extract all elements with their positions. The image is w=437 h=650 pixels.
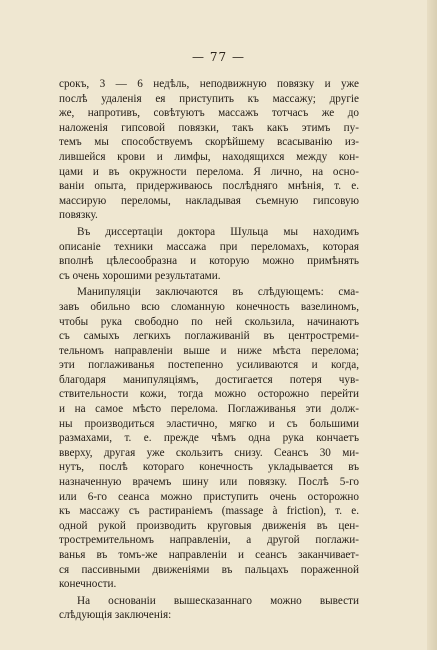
text-line: массирую переломы, накладывая съемную гипсовую <box>59 194 359 207</box>
text-line: вполнѣ цѣлесообразна и которую можно примѣнять <box>59 255 359 268</box>
text-line: нутъ, послѣ котораго конечность укладывается въ <box>59 461 359 474</box>
text-line: темъ мы способствуемъ скорѣйшему всасыванію из- <box>59 136 359 149</box>
text-line: ны производиться эластично, мягко и съ большими <box>59 417 359 430</box>
text-line: На основаніи вышесказаннаго можно вывести <box>77 594 359 607</box>
text-line: Въ диссертаціи доктора Шульца мы находимъ <box>77 225 359 238</box>
paragraph <box>59 285 359 591</box>
text-line: благодаря манипуляціямъ, достигается потеря чув- <box>59 373 359 386</box>
text-line: съ самыхъ легкихъ поглаживаній въ центростреми- <box>59 330 359 343</box>
text-line: размахами, т. е. прежде чѣмъ одна рука кончаетъ <box>59 432 359 445</box>
text-line: одной рукой производить круговыя движенія въ цен- <box>59 519 359 532</box>
text-line: назначенную врачемъ шину или повязку. Послѣ 5-го <box>59 476 359 489</box>
text-line: съ очень хорошими результатами. <box>59 269 221 282</box>
text-line: и на самое мѣсто перелома. Поглаживанья эти долж- <box>59 403 359 416</box>
page-edge-shadow <box>427 0 437 650</box>
text-line: лившейся крови и лимфы, находящихся между кон- <box>59 150 359 163</box>
text-line: эти поглаживанья постепенно усиливаются и когда, <box>59 359 359 372</box>
text-line: наложенія гипсовой повязки, такъ какъ этимъ пу- <box>59 121 359 134</box>
text-line: слѣдующія заключенія: <box>59 609 172 622</box>
text-line: срокъ, 3 — 6 недѣль, неподвижную повязку и уже <box>59 78 359 90</box>
text-line: ся пассивными движеніями въ пальцахъ пораженной <box>59 563 359 576</box>
text-line: Манипуляціи заключаются въ слѣдующемъ: сма- <box>77 286 359 299</box>
page-text <box>59 77 359 623</box>
text-line: чтобы рука свободно по ней скользила, начинаютъ <box>59 315 359 328</box>
text-line: завъ обильно всю сломанную конечность вазелиномъ, <box>59 300 359 313</box>
text-line: ствительности кожи, тогда можно осторожно перейти <box>59 388 359 401</box>
text-line: цами и въ окружности перелома. Я лично, на осно- <box>59 165 359 178</box>
text-line: или 6-го сеанса можно приступить очень осторожно <box>59 490 359 503</box>
text-line: ванья въ томъ-же направленіи и сеансъ заканчивает- <box>59 549 359 561</box>
text-line: ваніи опыта, придерживаюсь послѣдняго мнѣнія, т. е. <box>59 180 359 193</box>
paragraph <box>59 77 359 223</box>
text-line: тростремительномъ направленіи, а другой поглажи- <box>59 534 359 547</box>
paragraph <box>59 225 359 283</box>
text-line: повязку. <box>59 209 98 222</box>
text-line: къ массажу съ растираніемъ (massage à friction), т. е. <box>59 505 359 518</box>
text-line: описаніе техники массажа при переломахъ, которая <box>59 240 359 253</box>
text-line: вверху, другая уже скользитъ снизу. Сеансъ 30 ми- <box>59 446 359 459</box>
text-line: же, напротивъ, совѣтуютъ массажъ тотчасъ же до <box>59 107 359 120</box>
page-number: — 77 — <box>192 50 245 64</box>
paragraph <box>59 594 359 623</box>
text-line: тельномъ направленіи выше и ниже мѣста перелома; <box>59 344 359 357</box>
text-line: конечности. <box>59 578 117 591</box>
text-line: послѣ удаленія ея приступить къ массажу; другіе <box>59 92 359 105</box>
